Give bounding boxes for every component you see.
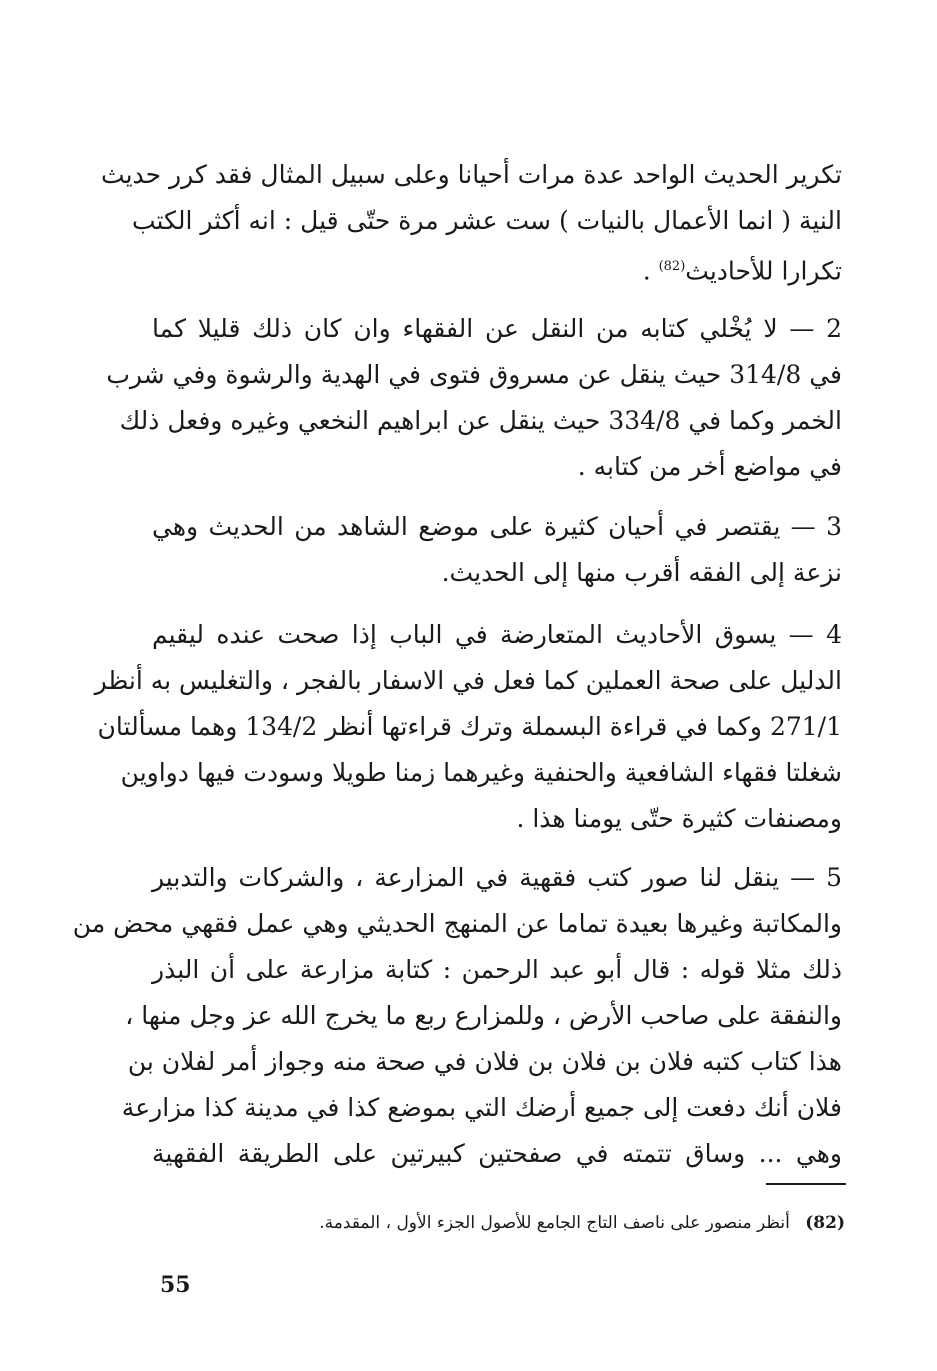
text-line-with-footnote xyxy=(152,244,842,290)
text-line: ومصنفات كثيرة حتّى يومنا هذا . xyxy=(516,804,842,833)
text-line: 5 — ينقل لنا صور كتب فقهية في المزارعة ، والشركات والتدبير xyxy=(152,863,842,892)
text-line: هذا كتاب كتبه فلان بن فلان بن فلان في صحة منه وجواز أمر لفلان بن xyxy=(127,1047,842,1076)
paragraph-point-3 xyxy=(152,504,842,596)
text-line: في 314/8 حيث ينقل عن مسروق فتوى في الهدية والرشوة وفي شرب xyxy=(106,360,842,389)
footnote-reference[interactable]: (82) xyxy=(658,259,686,274)
text-line: 3 — يقتصر في أحيان كثيرة على موضع الشاهد من الحديث وهي xyxy=(152,512,842,541)
text-line: شغلتا فقهاء الشافعية والحنفية وغيرهما زمنا طويلا وسودت فيها دواوين xyxy=(120,758,842,787)
footnote xyxy=(145,1208,845,1238)
paragraph-point-5 xyxy=(72,855,842,1177)
text-line-content: تكرارا للأحاديث xyxy=(685,256,842,286)
text-line: نزعة إلى الفقه أقرب منها إلى الحديث. xyxy=(441,558,842,587)
text-line: 4 — يسوق الأحاديث المتعارضة في الباب إذا صحت عنده ليقيم xyxy=(152,620,842,649)
text-line: والمكاتبة وغيرها بعيدة تماما عن المنهج الحديثي وهي عمل فقهي محض من xyxy=(72,909,842,938)
paragraph-point-4 xyxy=(94,612,842,842)
footnote-divider xyxy=(766,1183,846,1185)
text-line: 2 — لا يُخْلي كتابه من النقل عن الفقهاء وان كان ذلك قليلا كما xyxy=(152,314,842,343)
page-number: 55 xyxy=(160,1272,191,1298)
text-line: النية ( انما الأعمال بالنيات ) ست عشر مرة حتّى قيل : انه أكثر الكتب xyxy=(131,206,842,235)
text-line: تكرير الحديث الواحد عدة مرات أحيانا وعلى سبيل المثال فقد كرر حديث xyxy=(101,160,842,189)
paragraph-hadith-repetition xyxy=(101,152,842,290)
text-line: الخمر وكما في 334/8 حيث ينقل عن ابراهيم النخعي وغيره وفعل ذلك xyxy=(119,406,842,435)
text-line: فلان أنك دفعت إلى جميع أرضك التي بموضع كذا في مدينة كذا مزارعة xyxy=(121,1093,842,1122)
text-line: 271/1 وكما في قراءة البسملة وترك قراءتها أنظر 134/2 وهما مسألتان xyxy=(97,712,842,741)
text-line: والنفقة على صاحب الأرض ، وللمزارع ربع ما يخرج الله عز وجل منها ، xyxy=(125,1001,842,1030)
text-line: وهي ... وساق تتمته في صفحتين كبيرتين على الطريقة الفقهية xyxy=(152,1139,842,1168)
text-line: ذلك مثلا قوله : قال أبو عبد الرحمن : كتابة مزارعة على أن البذر xyxy=(152,955,842,984)
paragraph-point-2 xyxy=(106,306,842,490)
text-line: الدليل على صحة العملين كما فعل في الاسفار بالفجر ، والتغليس به أنظر xyxy=(94,666,842,695)
footnote-text: أنظر منصور على ناصف التاج الجامع للأصول الجزء الأول ، المقدمة. xyxy=(319,1213,790,1233)
footnote-number: (82) xyxy=(805,1213,845,1233)
line-end-punctuation: . xyxy=(642,256,651,286)
text-line: في مواضع أخر من كتابه . xyxy=(577,452,842,481)
